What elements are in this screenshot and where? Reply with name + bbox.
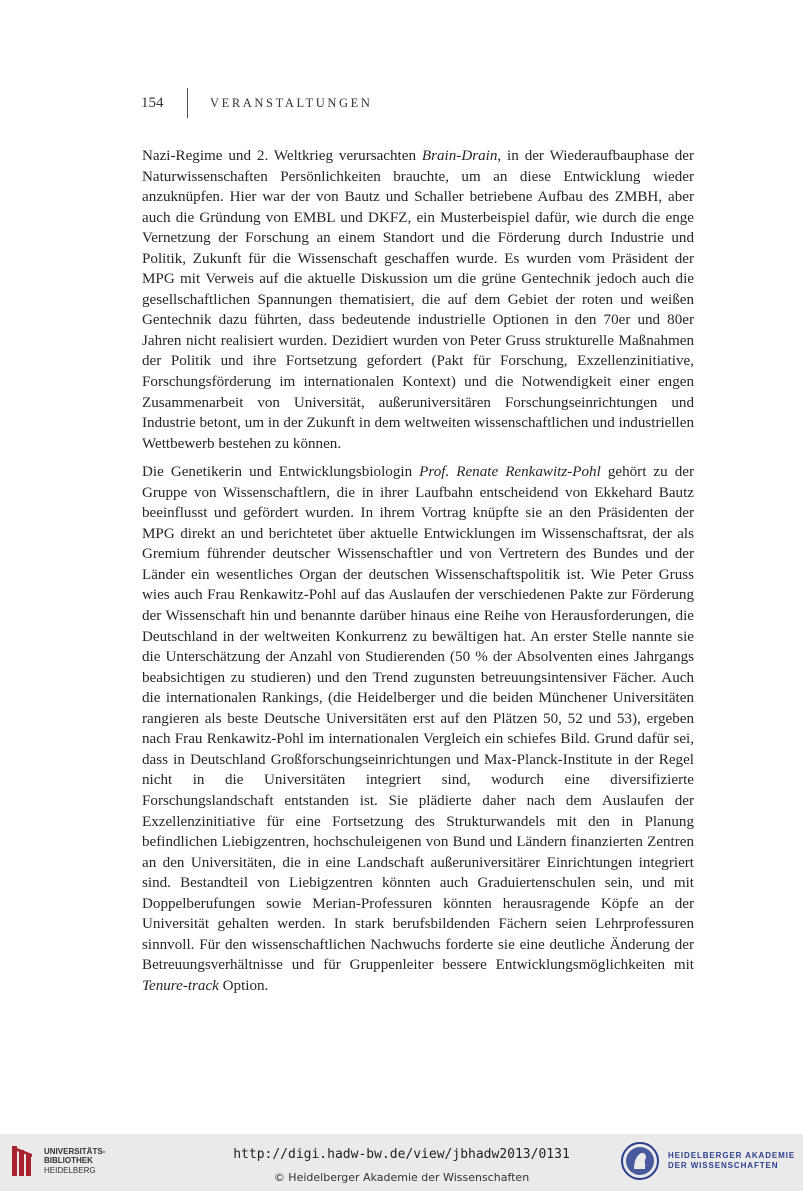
paragraph-1 [142, 146, 694, 454]
paragraph-2 [142, 462, 694, 996]
page-number: 154 [141, 94, 164, 111]
paragraph-2-italic-term: Tenure-track [142, 977, 219, 994]
header-divider [187, 88, 188, 118]
hadw-logo-text [668, 1151, 795, 1171]
paragraph-1-italic-term: Brain-Drain [421, 148, 498, 164]
paragraph-2-text-b: gehört zu der Gruppe von Wissenschaftlern, die in ihrer Laufbahn entscheidend von Ekkehard Bautz beeinflusst und gefördert wurden. In ihrem Vortrag knüpfte sie an den Präsidenten der MPG direkt an und berichtetet über aktuelle Entwicklungen im Wissenschaftsrat, der als Gremium führender deutscher Wissenschaftler und von Vertretern des Bundes und der Länder ein wesentliches Organ der deutschen Wissenschaftspolitik ist. Wie Peter Gruss wies auch Frau Renkawitz-Pohl auf das Auslaufen der verschiedenen Pakte zur Förderung der Wissenschaft hin und benannte darüber hinaus eine Reihe von Herausforderungen, die Deutschland in der weltweiten Konkurrenz zu bewältigen hat. An erster Stelle nannte sie die Unterschätzung der Anzahl von Studierenden (50 % der Absolventen eines Jahrgangs beabsichtigen zu studieren) und den Trend zugunsten betreuungsintensiver Fächer. Auch die internationalen Rankings, (die Heidelberger und die beiden Münchener Universitäten rangieren als beste Deutsche Universitäten erst auf den Plätzen 50, 52 und 53), ergeben nach Frau Renkawitz-Pohl im internationalen Vergleich ein schiefes Bild. Grund dafür sei, dass in Deutschland Großforschungseinrichtungen und Max-Planck-Institute in der Regel nicht in die Universitäten integriert sind, wodurch eine diversifizierte Forschungslandschaft entstanden ist. Sie plädierte daher nach dem Auslaufen der Exzellenzinitiative für eine Fortsetzung des Strukturwandels mit den in Planung befindlichen Liebigzentren, hochschuleigenen von Bund und Ländern finanzierten Zentren an den Universitäten, die in eine Landschaft außeruniversitärer Einrichtungen integriert sind. Bestandteil von Liebigzentren könnten auch Graduiertenschulen sein, und mit Doppelberufungen sowie Merian-Professuren könnten herausragende Köpfe an der Universität gehalten werden. In stark berufsbildenden Fächern seien Lehrprofessuren sinnvoll. Für den wissenschaftlichen Nachwuchs forderte sie eine deutliche Änderung der Betreuungsverhältnisse und für Gruppenleiter bessere Entwicklungsmöglichkeiten mit [142, 464, 694, 974]
paragraph-2-text-a: Die Genetikerin und Entwicklungsbiologin [142, 464, 420, 481]
paragraph-1-text-a: Nazi-Regime und 2. Weltkrieg verursachten [142, 148, 422, 164]
ub-logo-line-1: UNIVERSITÄTS- [44, 1146, 106, 1156]
ub-logo-line-3: HEIDELBERG [44, 1165, 96, 1175]
hadw-seal-icon [620, 1141, 660, 1181]
body-text [142, 146, 694, 996]
hadw-logo-line-2: DER WISSENSCHAFTEN [668, 1161, 779, 1170]
ub-logo-line-2: BIBLIOTHEK [44, 1156, 93, 1166]
paragraph-2-text-c: Option. [218, 977, 269, 994]
permalink-url[interactable]: http://digi.hadw-bw.de/view/jbhadw2013/0131 [233, 1147, 570, 1162]
hadw-logo-line-1: HEIDELBERGER AKADEMIE [668, 1151, 796, 1160]
page-header [141, 88, 373, 118]
paragraph-1-text-b: , in der Wiederaufbauphase der Naturwissenschaften Persönlichkeiten brauchte, um an diese Entwicklung wieder anzuknüpfen. Hier war der von Bautz und Schaller betriebene Aufbau des ZMBH, aber auch die Gründung von EMBL und DKFZ, ein Musterbeispiel dafür, wie durch die enge Vernetzung der Forschung an einem Standort und die Förderung durch Industrie und Politik, Zukunft für die Wissenschaft geschaffen wurde. Es wurden vom Präsident der MPG mit Verweis auf die aktuelle Diskussion um die grüne Gentechnik jedoch auch die gesellschaftlichen Spannungen thematisiert, die auf dem Gebiet der roten und weißen Gentechnik dazu führten, dass bedeutende industrielle Optionen in den 70er und 80er Jahren nicht realisiert wurden. Dezidiert wurden von Peter Gruss strukturelle Maßnahmen der Politik und ihre Fortsetzung gefordert (Pakt für Forschung, Exzellenzinitiative, Forschungsförderung im internationalen Kontext) und die Notwendigkeit einer engen Zusammenarbeit von Universität, außeruniversitären Forschungseinrichtungen und Industrie betont, um in der Zukunft in dem weltweiten wissenschaftlichen und industriellen Wettbewerb bestehen zu können. [142, 148, 695, 452]
footer-bar [0, 1134, 803, 1191]
copyright-notice: © Heidelberger Akademie der Wissenschaften [273, 1171, 530, 1184]
running-head: VERANSTALTUNGEN [210, 95, 373, 110]
hadw-logo[interactable] [620, 1141, 795, 1181]
paragraph-2-italic-name: Prof. Renate Renkawitz-Pohl [419, 464, 601, 481]
